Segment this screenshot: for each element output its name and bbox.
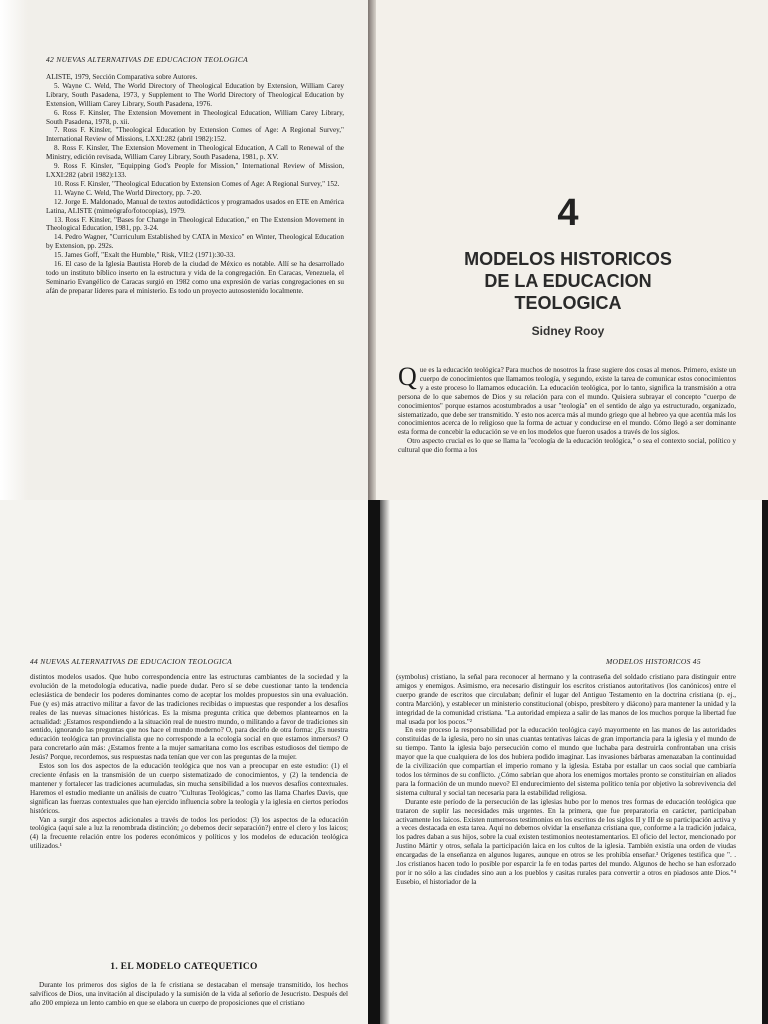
paragraph: Otro aspecto crucial es lo que se llama la "ecología de la educación teológica," o sea el contexto social, político y cultural que dio forma a los [398,437,736,455]
paragraph: Durante este período de la persecución de las iglesias hubo por lo menos tres formas de educación teológica que trataron de suplir las necesidades más urgentes. En la primera, que fue preparatoria en carácter, participaban activamente los laicos. Existen numerosos testimonios en los escritos de los siglos II y III de su participación activa y a veces destacada en esta tarea. Aquí no debemos olvidar la enseñanza cristiana que, conforme a la tradición judaica, los padres daban a sus hijos, sobre la cual existen testimonios neotestamentarios. El oficio del lector, mencionado por Justino Mártir y otros, señala la participación laica en los cultos de la iglesia. También existía una orden de viudas encargadas de la enseñanza en algunos lugares, aunque en otros se les prohibía enseñar.³ Orígenes testifica que ". . .los cristianos hacen todo lo posible por esparcir la fe en todas partes del mundo. Algunos de hecho se han esforzado por ir no sólo a las ciudades sino aun a los pueblos y casitas rurales para convertir a otros en piadosos ante Dios."⁴ Eusebio, el historiador de la [396,797,736,886]
paragraph: distintos modelos usados. Que hubo correspondencia entre las estructuras cambiantes de la sociedad y la evolución de la metodología educativa, nadie puede dudar. Pero sí se debe cuestionar tanto la tendencia eclesiástica de bendecir los poderes dominantes como de aceptar los moldes propuestos sin una evaluación. Fue (y es) más atractivo militar a favor de las tradiciones recibidas o impuestas que responder a los desafíos reales de las nuevas situaciones históricas. Es la misma pregunta crítica que debemos plantearnos en la actualidad: ¿Estamos respondiendo a la situación real de nuestro mundo, o militando a favor de tradiciones sin sentido, ignorando las preguntas que nos hace el mundo moderno? O, para decirlo de otra forma: ¿Es nuestra educación teológica tan provincialista que no corresponde a la ecología social en que estamos inmersos? O para concretarlo aún más: ¿Estamos frente a la mujer samaritana como los escribas estudiosos del tiempo de Jesús? Porque, recordemos, sus respuestas nada tenían que ver con las preguntas de la mujer. [30,673,348,762]
note-6: 6. Ross F. Kinsler, The Extension Movement in Theological Education, William Carey Library, South Pasadena, 1978, p. xii. [46,108,344,126]
chapter-number: 4 [557,192,579,234]
note-8: 8. Ross F. Kinsler, The Extension Movement in Theological Education, A Call to Renewal of the Ministry, edición revisada, William Carey Library, South Pasadena, 1981, p. XV. [46,144,344,162]
body-text-continued [30,981,348,1008]
running-head: 44 NUEVAS ALTERNATIVAS DE EDUCACION TEOLOGICA [30,657,233,666]
body-text [30,673,348,851]
running-head: 42 NUEVAS ALTERNATIVAS DE EDUCACION TEOLOGICA [46,55,249,64]
chapter-title [368,248,768,314]
page-42 [0,0,368,500]
note-10: 10. Ross F. Kinsler, "Theological Education by Extension Comes of Age: A Regional Survey," 152. [54,179,340,188]
note-9: 9. Ross F. Kinsler, "Equipping God's People for Mission," International Review of Mission, LXXI:282 (abril 1982):133. [46,162,344,179]
note-text: ALISTE, 1979, Sección Comparativa sobre Autores. [46,73,198,81]
paragraph: (symbolus) cristiano, la señal para reconocer al hermano y la contraseña del soldado cristiano para distinguir entre amigos y enemigos. Asimismo, era necesario distinguir los escritos cristianos autoritativos (los canónicos) entre el cuerpo grande de escritos que circulaban; definir el lugar del Antiguo Testamento en la doctrina cristiana (p. ej., contra Marción), y establecer un ministerio constitucional (obispo, presbítero y diácono) para mantener la unidad y la integridad de la comunidad cristiana. "La autoridad empieza a salir de las manos de los muchos porque la libertad fue mal usada por los pocos."² [396,673,736,726]
page-45 [368,500,768,1024]
page-edge [762,500,768,1024]
chapter-title-line: DE LA EDUCACION [484,271,652,291]
note-14: 14. Pedro Wagner, "Curriculum Established by CATA in Mexico" en Winter, Theological Education by Extension, pp. 292s. [46,233,344,251]
drop-cap: Q [398,362,417,391]
note-13: 13. Ross F. Kinsler, "Bases for Change in Theological Education," en The Extension Movement in Theological Education, 1981, pp. 3-24. [46,215,344,233]
paragraph: Estos son los dos aspectos de la educación teológica que nos van a preocupar en este estudio: (1) el creciente énfasis en la transmisión de un cuerpo sistematizado de conocimientos, y (2) la tendencia de mantener y fortalecer las tradiciones acumuladas, sin mucha sensibilidad a los nuevos desafíos contextuales. Haremos el estudio mediante un análisis de cuatro "Culturas Teológicas," como las llama Charles Davis, que significan las fuerzas contextuales que han ejercido influencia sobre la teología y la iglesia en ciertos períodos históricos. [30,762,348,815]
paragraph: Durante los primeros dos siglos de la fe cristiana se destacaban el mensaje transmitido, los hechos salvíficos de Dios, una invitación al discipulado y la sumisión de la vida al señorío de Jesucristo. Después del año 200 empieza un lento cambio en que se elabora un cuerpo de proposiciones que el cristiano [30,981,348,1007]
note-16: 16. El caso de la Iglesia Bautista Horeb de la ciudad de México es notable. Allí se ha desarrollado todo un instituto bíblico inserto en la estructura y vida de la congregación. En Caracas, Venezuela, el Seminario Evangélico de Caracas surgió en 1982 como una expresión de varias congregaciones en su afán de preparar líderes para el ministerio. Es todo un proyecto autosostenido localmente. [46,260,344,295]
note-15: 15. James Goff, "Exalt the Humble," Risk, VII:2 (1971):30-33. [54,251,236,260]
note-12: 12. Jorge E. Maldonado, Manual de textos autodidácticos y programados usados en ETE en América Latina, ALISTE (mimeógrafo/fotocopias), 1979. [46,197,344,215]
author-name: Sidney Rooy [531,324,605,338]
note-5: 5. Wayne C. Weld, The World Directory of Theological Education by Extension, William Carey Library, South Pasadena, 1973, y Supplement to The World Directory of Theological Education by Extension, William Carey Library, South Pasadena, 1976. [46,81,344,108]
page-gutter-shadow [380,500,390,1024]
page-44 [0,500,368,1024]
page-43 [368,0,768,500]
paragraph: Van a surgir dos aspectos adicionales a través de todos los períodos: (3) los aspectos de la educación teológica (aquí sale a luz la renombrada distinción; ¿o debemos decir separación?) entre el clero y los laicos; (4) la frecuente relación entre los poderes económicos y políticos y los modelos de educación teológica utilizados.¹ [30,815,348,851]
body-text [396,673,736,887]
page-gutter [368,500,380,1024]
chapter-title-line: TEOLOGICA [514,293,622,313]
note-7: 7. Ross F. Kinsler, "Theological Education by Extension Comes of Age: A Regional Survey," International Review of Missions, LXXI:282 (abril 1982):152. [46,126,344,144]
page-fold-shadow [0,0,28,500]
running-head: MODELOS HISTORICOS 45 [606,657,701,666]
opening-paragraph: Que es la educación teológica? Para muchos de nosotros la frase sugiere dos cosas al menos. Primero, existe un cuerpo de conocimientos que llamamos teología, y segundo, existe la tarea de comunicar estos conocimientos y a este proceso lo llamamos educación. La educación teológica, por lo tanto, significa la transmisión a otra persona de lo que sabemos de Dios y su relación para con el mundo. Quisiera subrayar el concepto "cuerpo de conocimientos" porque estamos acostumbrados a usar "teología" en el sentido de algo ya estructurado, organizado, sistematizado, que debe ser transmitido. Y esto nos acerca más al mundo griego que al hebreo ya que acentúa más los conocimientos acerca de lo religioso que la forma de actuar y conducirse en el mundo. Cómo llegó a ser dominante esta forma de concebir la educación se ve en los modelos que fueron usados a través de los siglos. [398,362,736,437]
paragraph: En este proceso la responsabilidad por la educación teológica cayó mayormente en las manos de las autoridades constituidas de la iglesia, pero no sin unas cuantas tentativas laicas de gran importancia para la iglesia y el mundo de su tiempo. Tanto la iglesia bajo persecución como el mundo que luchaba para destruirla confrontaban una crisis mayor que la que cualquiera de los dos hubiera podido imaginar. Las invasiones bárbaras amenazaban la continuidad de la civilización que compartían el imperio romano y la iglesia. Estaba por estallar un caos social que cambiaría todos los términos de su conflicto. ¿Cómo sabrían que ahora los enemigos mortales pronto se constituirían en aliados para la formación de un mundo nuevo? El endurecimiento del sistema político tenía por objetivo la sobrevivencia del sistema cultural y social tan necesaria para la estabilidad religiosa. [396,726,736,797]
chapter-title-line: MODELOS HISTORICOS [464,249,672,269]
chapter-opening-text [398,362,736,455]
note-11: 11. Wayne C. Weld, The World Directory, pp. 7-20. [54,188,202,197]
section-heading: 1. EL MODELO CATEQUETICO [110,962,258,972]
endnotes [46,73,344,296]
